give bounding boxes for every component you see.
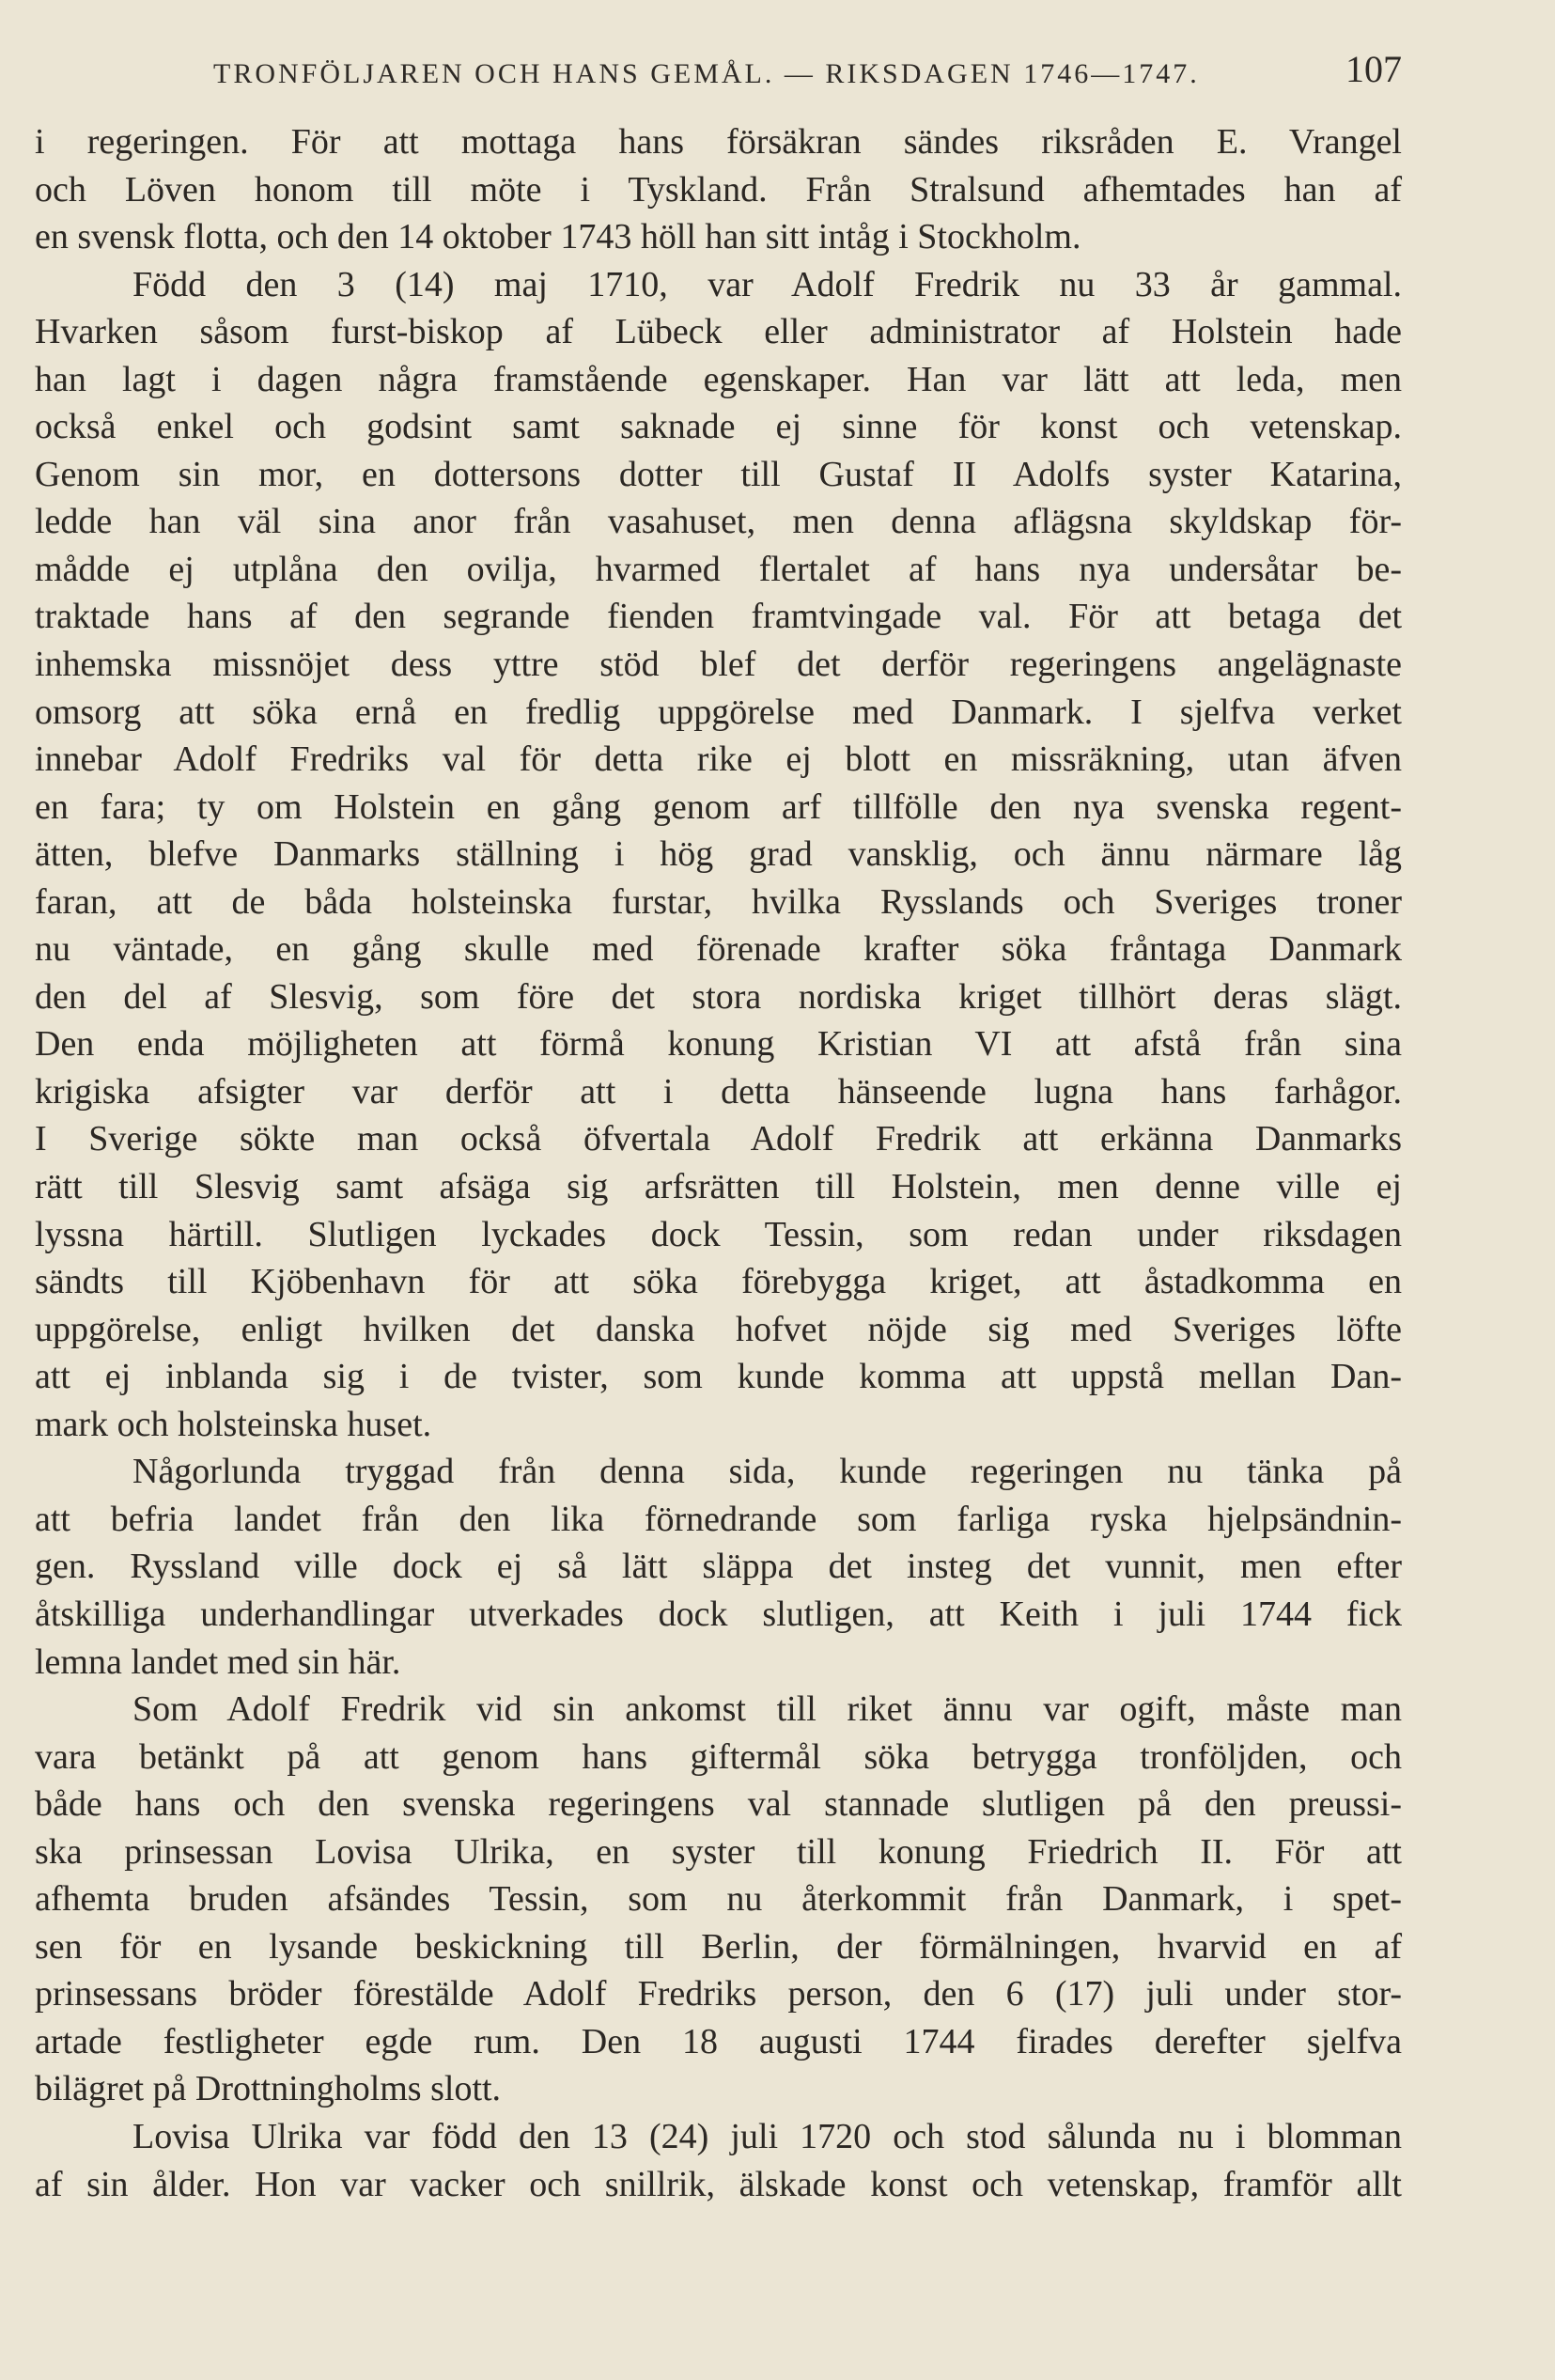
- text-line: också enkel och godsint samt saknade ej sinne för konst och vetenskap.: [35, 407, 1402, 447]
- text-line: Som Adolf Fredrik vid sin ankomst till riket ännu var ogift, måste man: [132, 1689, 1402, 1730]
- text-line: lemna landet med sin här.: [35, 1641, 401, 1682]
- text-line: nu väntade, en gång skulle med förenade krafter söka fråntaga Danmark: [35, 929, 1402, 970]
- text-line: åtskilliga underhandlingar utverkades dock slutligen, att Keith i juli 1744 fick: [35, 1594, 1402, 1634]
- running-head: TRONFÖLJAREN OCH HANS GEMÅL. — RIKSDAGEN 1746—1747.: [213, 58, 1200, 89]
- text-line: Född den 3 (14) maj 1710, var Adolf Fredrik nu 33 år gammal.: [132, 264, 1402, 304]
- text-line: mark och holsteinska huset.: [35, 1404, 432, 1444]
- text-line: den del af Slesvig, som före det stora nordiska kriget tillhört deras slägt.: [35, 976, 1402, 1017]
- text-line: traktade hans af den segrande fienden framtvingade val. För att betaga det: [35, 597, 1402, 637]
- text-line: artade festligheter egde rum. Den 18 augusti 1744 firades derefter sjelfva: [35, 2021, 1402, 2061]
- text-line: innebar Adolf Fredriks val för detta rike ej blott en missräkning, utan äfven: [35, 739, 1402, 780]
- text-line: sändts till Kjöbenhavn för att söka förebygga kriget, att åstadkomma en: [35, 1262, 1402, 1302]
- text-line: Hvarken såsom furst-biskop af Lübeck eller administrator af Holstein hade: [35, 312, 1402, 352]
- text-line: ska prinsessan Lovisa Ulrika, en syster till konung Friedrich II. För att: [35, 1831, 1402, 1872]
- text-line: i regeringen. För att mottaga hans försäkran sändes riksråden E. Vrangel: [35, 122, 1402, 162]
- text-line: och Löven honom till möte i Tyskland. Från Stralsund afhemtades han af: [35, 169, 1402, 210]
- text-line: af sin ålder. Hon var vacker och snillrik, älskade konst och vetenskap, framför allt: [35, 2164, 1402, 2204]
- text-line: mådde ej utplåna den ovilja, hvarmed flertalet af hans nya undersåtar be-: [35, 549, 1402, 589]
- text-line: sen för en lysande beskickning till Berlin, der förmälningen, hvarvid en af: [35, 1926, 1402, 1967]
- text-line: prinsessans bröder förestälde Adolf Fredriks person, den 6 (17) juli under stor-: [35, 1974, 1402, 2014]
- text-line: gen. Ryssland ville dock ej så lätt släppa det insteg det vunnit, men efter: [35, 1547, 1402, 1587]
- page-header: [35, 45, 1402, 101]
- text-line: krigiska afsigter var derför att i detta hänseende lugna hans farhågor.: [35, 1071, 1402, 1112]
- text-line: omsorg att söka ernå en fredlig uppgörelse med Danmark. I sjelfva verket: [35, 692, 1402, 732]
- text-line: I Sverige sökte man också öfvertala Adolf Fredrik att erkänna Danmarks: [35, 1119, 1402, 1159]
- text-line: en fara; ty om Holstein en gång genom arf tillfölle den nya svenska regent-: [35, 786, 1402, 827]
- text-line: bilägret på Drottningholms slott.: [35, 2069, 502, 2109]
- text-line: Lovisa Ulrika var född den 13 (24) juli 1720 och stod sålunda nu i blomman: [132, 2116, 1402, 2156]
- text-line: vara betänkt på att genom hans giftermål söka betrygga tronföljden, och: [35, 1736, 1402, 1777]
- text-line: Den enda möjligheten att förmå konung Kristian VI att afstå från sina: [35, 1024, 1402, 1065]
- text-line: ätten, blefve Danmarks ställning i hög grad vansklig, och ännu närmare låg: [35, 834, 1402, 875]
- text-line: Genom sin mor, en dottersons dotter till Gustaf II Adolfs syster Katarina,: [35, 454, 1402, 494]
- text-line: afhemta bruden afsändes Tessin, som nu återkommit från Danmark, i spet-: [35, 1879, 1402, 1920]
- text-line: faran, att de båda holsteinska furstar, hvilka Rysslands och Sveriges troner: [35, 881, 1402, 922]
- text-line: en svensk flotta, och den 14 oktober 1743 höll han sitt intåg i Stockholm.: [35, 217, 1081, 257]
- text-line: inhemska missnöjet dess yttre stöd blef det derför regeringens angelägnaste: [35, 645, 1402, 685]
- text-line: ledde han väl sina anor från vasahuset, men denna aflägsna skyldskap för-: [35, 502, 1402, 542]
- text-line: både hans och den svenska regeringens val stannade slutligen på den preussi-: [35, 1784, 1402, 1825]
- text-line: att befria landet från den lika förnedrande som farliga ryska hjelpsändnin-: [35, 1499, 1402, 1539]
- text-line: han lagt i dagen några framstående egenskaper. Han var lätt att leda, men: [35, 359, 1402, 399]
- text-line: Någorlunda tryggad från denna sida, kunde regeringen nu tänka på: [132, 1452, 1402, 1492]
- text-line: att ej inblanda sig i de tvister, som kunde komma att uppstå mellan Dan-: [35, 1357, 1402, 1397]
- body-text: [35, 118, 1402, 2208]
- page-number: 107: [1345, 48, 1402, 90]
- text-line: rätt till Slesvig samt afsäga sig arfsrätten till Holstein, men denne ville ej: [35, 1167, 1402, 1207]
- text-line: lyssna härtill. Slutligen lyckades dock Tessin, som redan under riksdagen: [35, 1214, 1402, 1254]
- text-line: uppgörelse, enligt hvilken det danska hofvet nöjde sig med Sveriges löfte: [35, 1309, 1402, 1349]
